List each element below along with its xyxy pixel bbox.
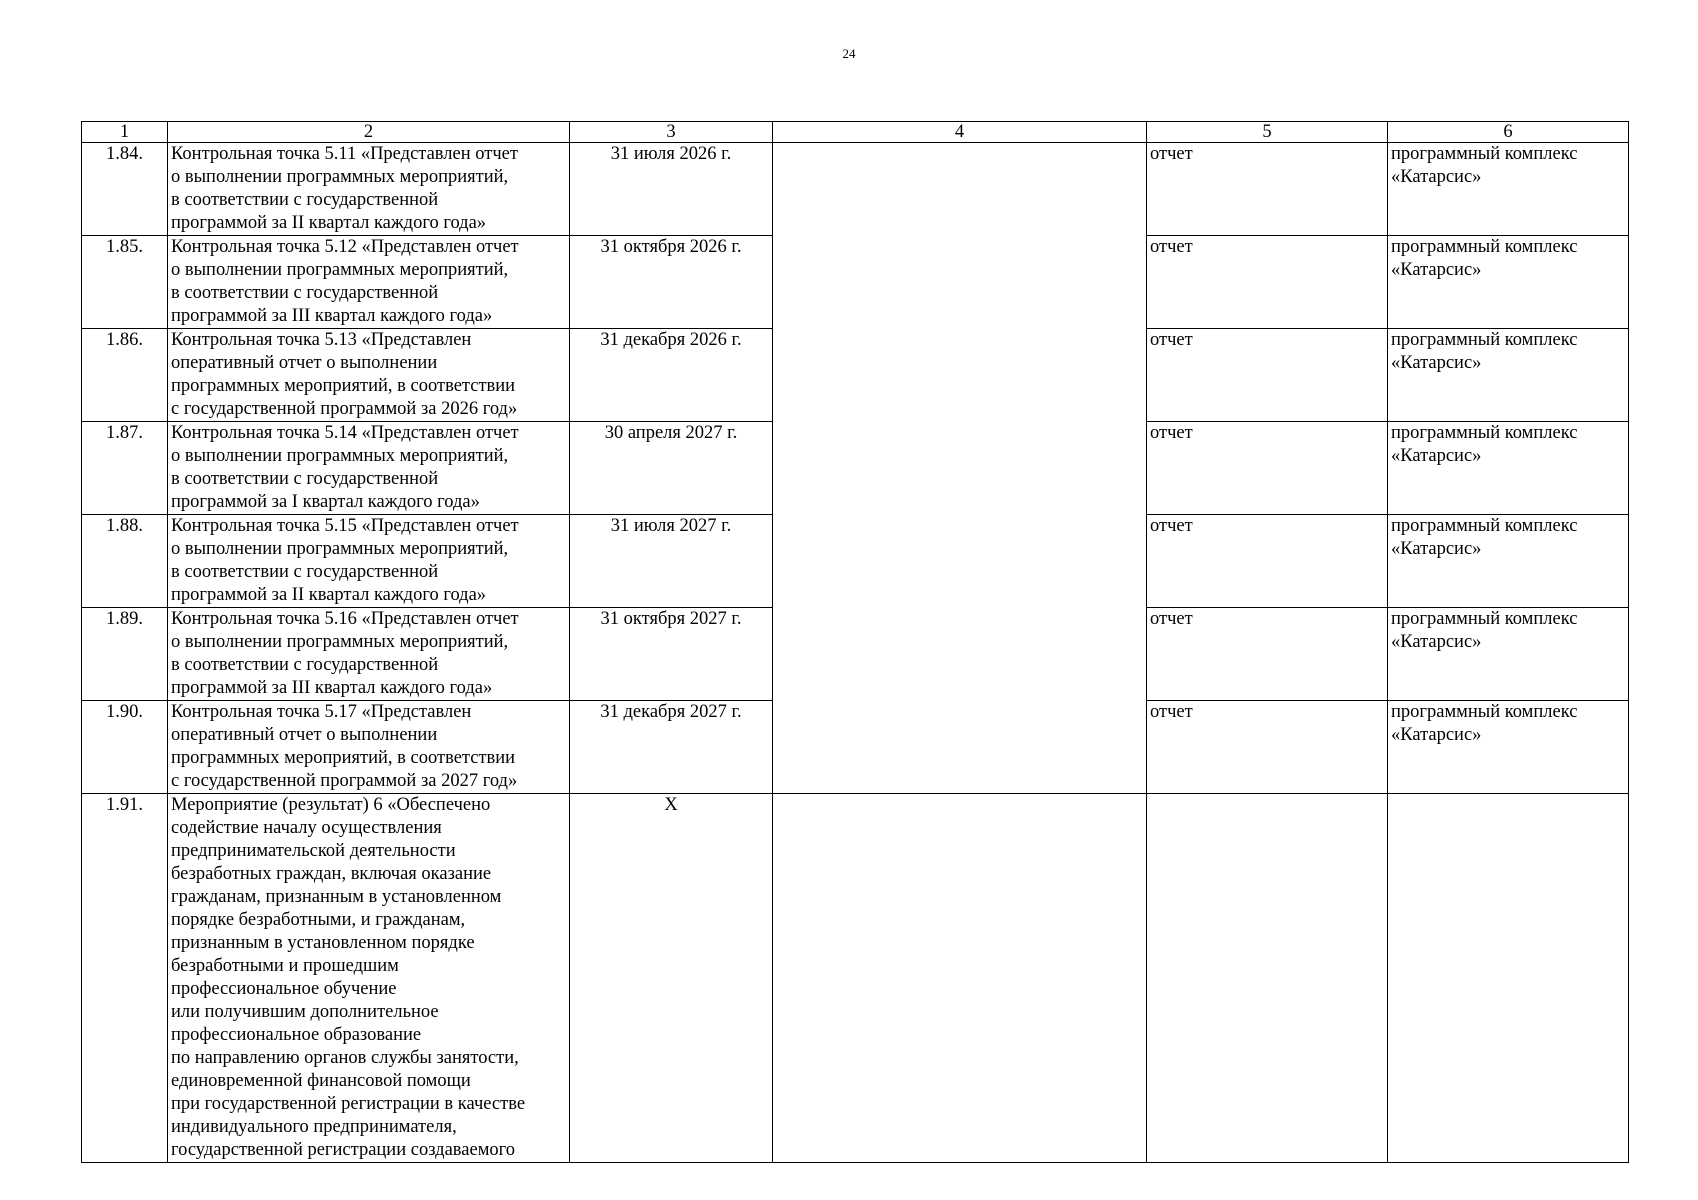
row-name-line: безработных граждан, включая оказание [171, 864, 492, 884]
row-name-line: в соответствии с государственной [171, 190, 439, 210]
row-name-line: о выполнении программных мероприятий, [171, 446, 509, 466]
row-name-cell [168, 422, 570, 515]
row-name-line: программой за II квартал каждого года» [171, 585, 487, 605]
row-document-type-cell: отчет [1147, 515, 1388, 608]
row-name-line: с государственной программой за 2027 год» [171, 771, 518, 791]
row-name-line: профессиональное обучение [171, 979, 397, 999]
row-name-line: программой за I квартал каждого года» [171, 492, 480, 512]
row-system-line: «Катарсис» [1391, 167, 1482, 187]
row-number-cell: 1.84. [82, 143, 168, 236]
row-name-line: порядке безработными, и гражданам, [171, 910, 466, 930]
responsible-cell [773, 794, 1147, 1163]
column-header-3: 3 [570, 122, 773, 143]
row-system-line: «Катарсис» [1391, 539, 1482, 559]
row-document-type-cell: отчет [1147, 143, 1388, 236]
row-system-line: программный комплекс [1391, 237, 1578, 257]
row-name-line: оперативный отчет о выполнении [171, 725, 438, 745]
row-name-line: государственной регистрации создаваемого [171, 1140, 516, 1160]
row-name-line: профессиональное образование [171, 1025, 422, 1045]
row-system-line: программный комплекс [1391, 330, 1578, 350]
row-name-line: гражданам, признанным в установленном [171, 887, 502, 907]
row-name-cell [168, 515, 570, 608]
row-number-cell: 1.86. [82, 329, 168, 422]
row-system-line: «Катарсис» [1391, 446, 1482, 466]
row-name-line: Контрольная точка 5.16 «Представлен отчет [171, 609, 519, 629]
row-name-line: безработными и прошедшим [171, 956, 399, 976]
row-document-type-cell: отчет [1147, 701, 1388, 794]
row-name-line: оперативный отчет о выполнении [171, 353, 438, 373]
row-date-cell: 31 декабря 2026 г. [570, 329, 773, 422]
row-name-cell [168, 143, 570, 236]
row-name-line: Контрольная точка 5.12 «Представлен отчет [171, 237, 519, 257]
row-number-cell: 1.89. [82, 608, 168, 701]
row-information-system-cell [1388, 608, 1629, 701]
row-system-line: «Катарсис» [1391, 632, 1482, 652]
row-name-line: единовременной финансовой помощи [171, 1071, 471, 1091]
row-document-type-cell: отчет [1147, 608, 1388, 701]
row-document-type-cell: отчет [1147, 422, 1388, 515]
row-name-line: о выполнении программных мероприятий, [171, 167, 509, 187]
row-name-line: программных мероприятий, в соответствии [171, 376, 516, 396]
column-header-1: 1 [82, 122, 168, 143]
control-points-table [81, 121, 1629, 1163]
row-information-system-cell [1388, 329, 1629, 422]
column-header-2: 2 [168, 122, 570, 143]
row-name-cell [168, 329, 570, 422]
table-row [82, 794, 1629, 1163]
row-name-line: в соответствии с государственной [171, 283, 439, 303]
row-date-cell: Х [570, 794, 773, 1163]
row-document-type-cell: отчет [1147, 236, 1388, 329]
row-name-line: в соответствии с государственной [171, 469, 439, 489]
row-date-cell: 31 июля 2026 г. [570, 143, 773, 236]
row-name-line: признанным в установленном порядке [171, 933, 475, 953]
row-name-line: при государственной регистрации в качестве [171, 1094, 526, 1114]
row-number-cell: 1.88. [82, 515, 168, 608]
row-name-line: с государственной программой за 2026 год» [171, 399, 518, 419]
column-header-4: 4 [773, 122, 1147, 143]
row-document-type-cell [1147, 794, 1388, 1163]
row-system-line: программный комплекс [1391, 702, 1578, 722]
row-system-line: программный комплекс [1391, 144, 1578, 164]
row-name-line: в соответствии с государственной [171, 655, 439, 675]
row-information-system-cell [1388, 515, 1629, 608]
row-name-cell [168, 608, 570, 701]
row-system-line: программный комплекс [1391, 423, 1578, 443]
row-name-line: содействие началу осуществления [171, 818, 442, 838]
row-system-line: программный комплекс [1391, 516, 1578, 536]
row-name-line: Контрольная точка 5.15 «Представлен отчет [171, 516, 519, 536]
row-number-cell: 1.91. [82, 794, 168, 1163]
row-date-cell: 31 октября 2026 г. [570, 236, 773, 329]
row-name-line: или получившим дополнительное [171, 1002, 439, 1022]
row-date-cell: 31 октября 2027 г. [570, 608, 773, 701]
row-name-cell [168, 701, 570, 794]
table-row [82, 143, 1629, 236]
row-name-line: Мероприятие (результат) 6 «Обеспечено [171, 795, 491, 815]
table-header-row [82, 122, 1629, 143]
row-name-line: по направлению органов службы занятости, [171, 1048, 519, 1068]
row-name-line: о выполнении программных мероприятий, [171, 632, 509, 652]
row-name-line: предпринимательской деятельности [171, 841, 456, 861]
row-name-line: о выполнении программных мероприятий, [171, 260, 509, 280]
row-date-cell: 31 июля 2027 г. [570, 515, 773, 608]
row-system-line: «Катарсис» [1391, 260, 1482, 280]
row-name-line: индивидуального предпринимателя, [171, 1117, 457, 1137]
row-information-system-cell [1388, 794, 1629, 1163]
row-information-system-cell [1388, 701, 1629, 794]
row-number-cell: 1.90. [82, 701, 168, 794]
row-system-line: «Катарсис» [1391, 725, 1482, 745]
row-number-cell: 1.87. [82, 422, 168, 515]
row-name-line: программой за II квартал каждого года» [171, 213, 487, 233]
row-document-type-cell: отчет [1147, 329, 1388, 422]
column-header-5: 5 [1147, 122, 1388, 143]
row-date-cell: 31 декабря 2027 г. [570, 701, 773, 794]
column-header-6: 6 [1388, 122, 1629, 143]
row-name-line: программных мероприятий, в соответствии [171, 748, 516, 768]
row-name-line: Контрольная точка 5.14 «Представлен отчет [171, 423, 519, 443]
row-name-line: Контрольная точка 5.11 «Представлен отчет [171, 144, 518, 164]
row-system-line: программный комплекс [1391, 609, 1578, 629]
row-name-cell [168, 794, 570, 1163]
row-name-line: программой за III квартал каждого года» [171, 678, 493, 698]
row-name-line: Контрольная точка 5.17 «Представлен [171, 702, 472, 722]
responsible-cell-merged [773, 143, 1147, 794]
row-information-system-cell [1388, 236, 1629, 329]
page-number: 24 [842, 46, 856, 61]
row-information-system-cell [1388, 422, 1629, 515]
row-information-system-cell [1388, 143, 1629, 236]
row-name-line: о выполнении программных мероприятий, [171, 539, 509, 559]
row-name-cell [168, 236, 570, 329]
row-name-line: Контрольная точка 5.13 «Представлен [171, 330, 472, 350]
row-system-line: «Катарсис» [1391, 353, 1482, 373]
row-date-cell: 30 апреля 2027 г. [570, 422, 773, 515]
row-name-line: в соответствии с государственной [171, 562, 439, 582]
row-number-cell: 1.85. [82, 236, 168, 329]
row-name-line: программой за III квартал каждого года» [171, 306, 493, 326]
